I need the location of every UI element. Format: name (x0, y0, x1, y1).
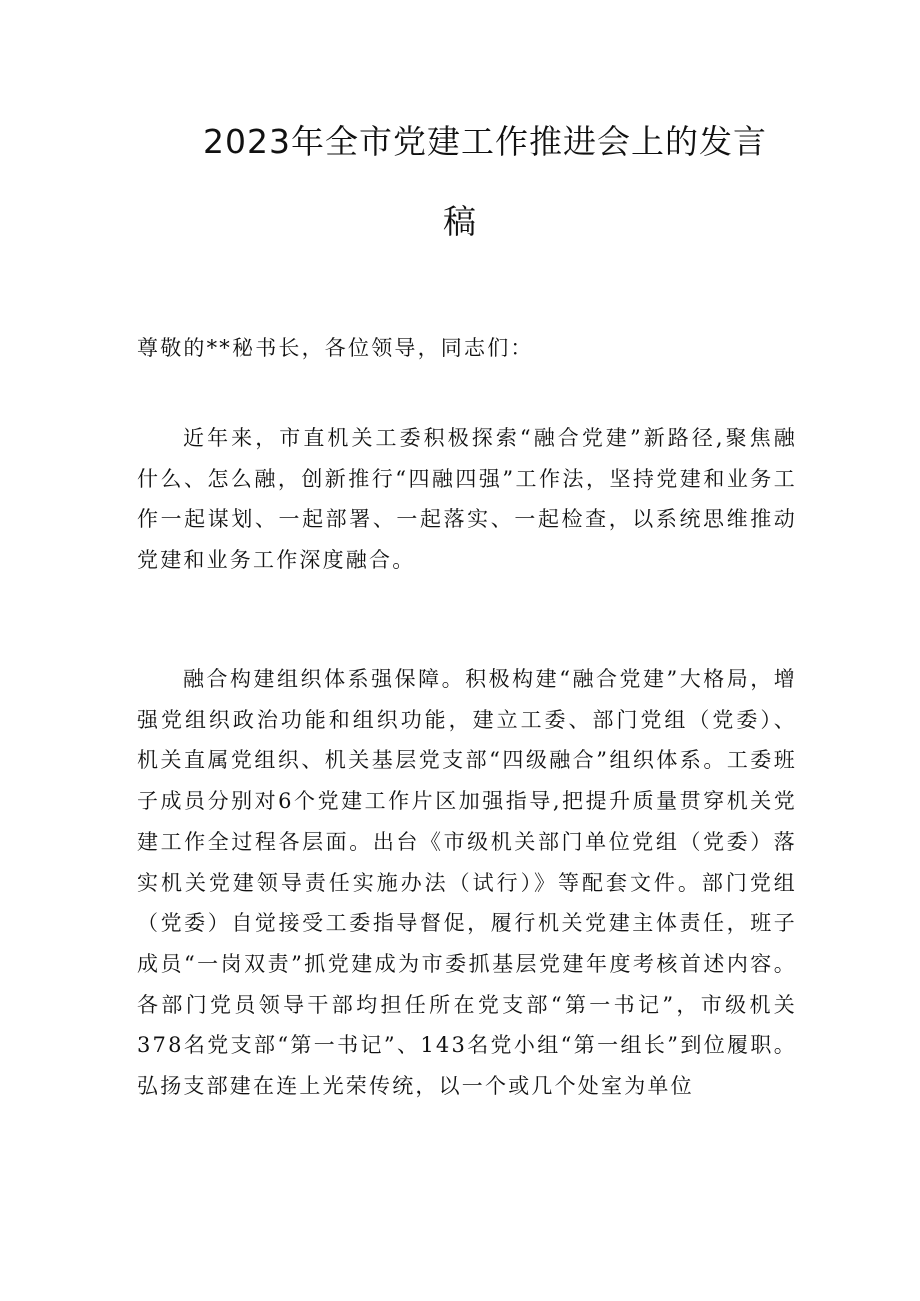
salutation (137, 328, 797, 369)
document-title-line-1: 2023年全市党建工作推进会上的发言 (203, 122, 767, 161)
salutation-text: 尊敬的**秘书长，各位领导，同志们： (137, 336, 534, 360)
paragraph-text: 融合构建组织体系强保障。积极构建“融合党建”大格局，增强党组织政治功能和组织功能，建立工委、部门党组（党委）、机关直属党组织、机关基层党支部“四级融合”组织体系。工委班子成员分别对6个党建工作片区加强指导,把提升质量贯穿机关党建工作全过程各层面。出台《市级机关部门单位党组（党委）落实机关党建领导责任实施办法（试行）》等配套文件。部门党组（党委）自觉接受工委指导督促，履行机关党建主体责任，班子成员“一岗双责”抓党建成为市委抓基层党建年度考核首述内容。各部门党员领导干部均担任所在党支部“第一书记”，市级机关378名党支部“第一书记”、143名党小组“第一组长”到位履职。弘扬支部建在连上光荣传统，以一个或几个处室为单位 (137, 667, 797, 1099)
paragraph-text: 近年来，市直机关工委积极探索“融合党建”新路径,聚焦融什么、怎么融，创新推行“四融四强”工作法，坚持党建和业务工作一起谋划、一起部署、一起落实、一起检查，以系统思维推动党建和业务工作深度融合。 (137, 426, 797, 573)
paragraph-intro (137, 418, 797, 581)
paragraph-organization-system (137, 659, 797, 1107)
document-title-line-2: 稿 (443, 202, 477, 241)
